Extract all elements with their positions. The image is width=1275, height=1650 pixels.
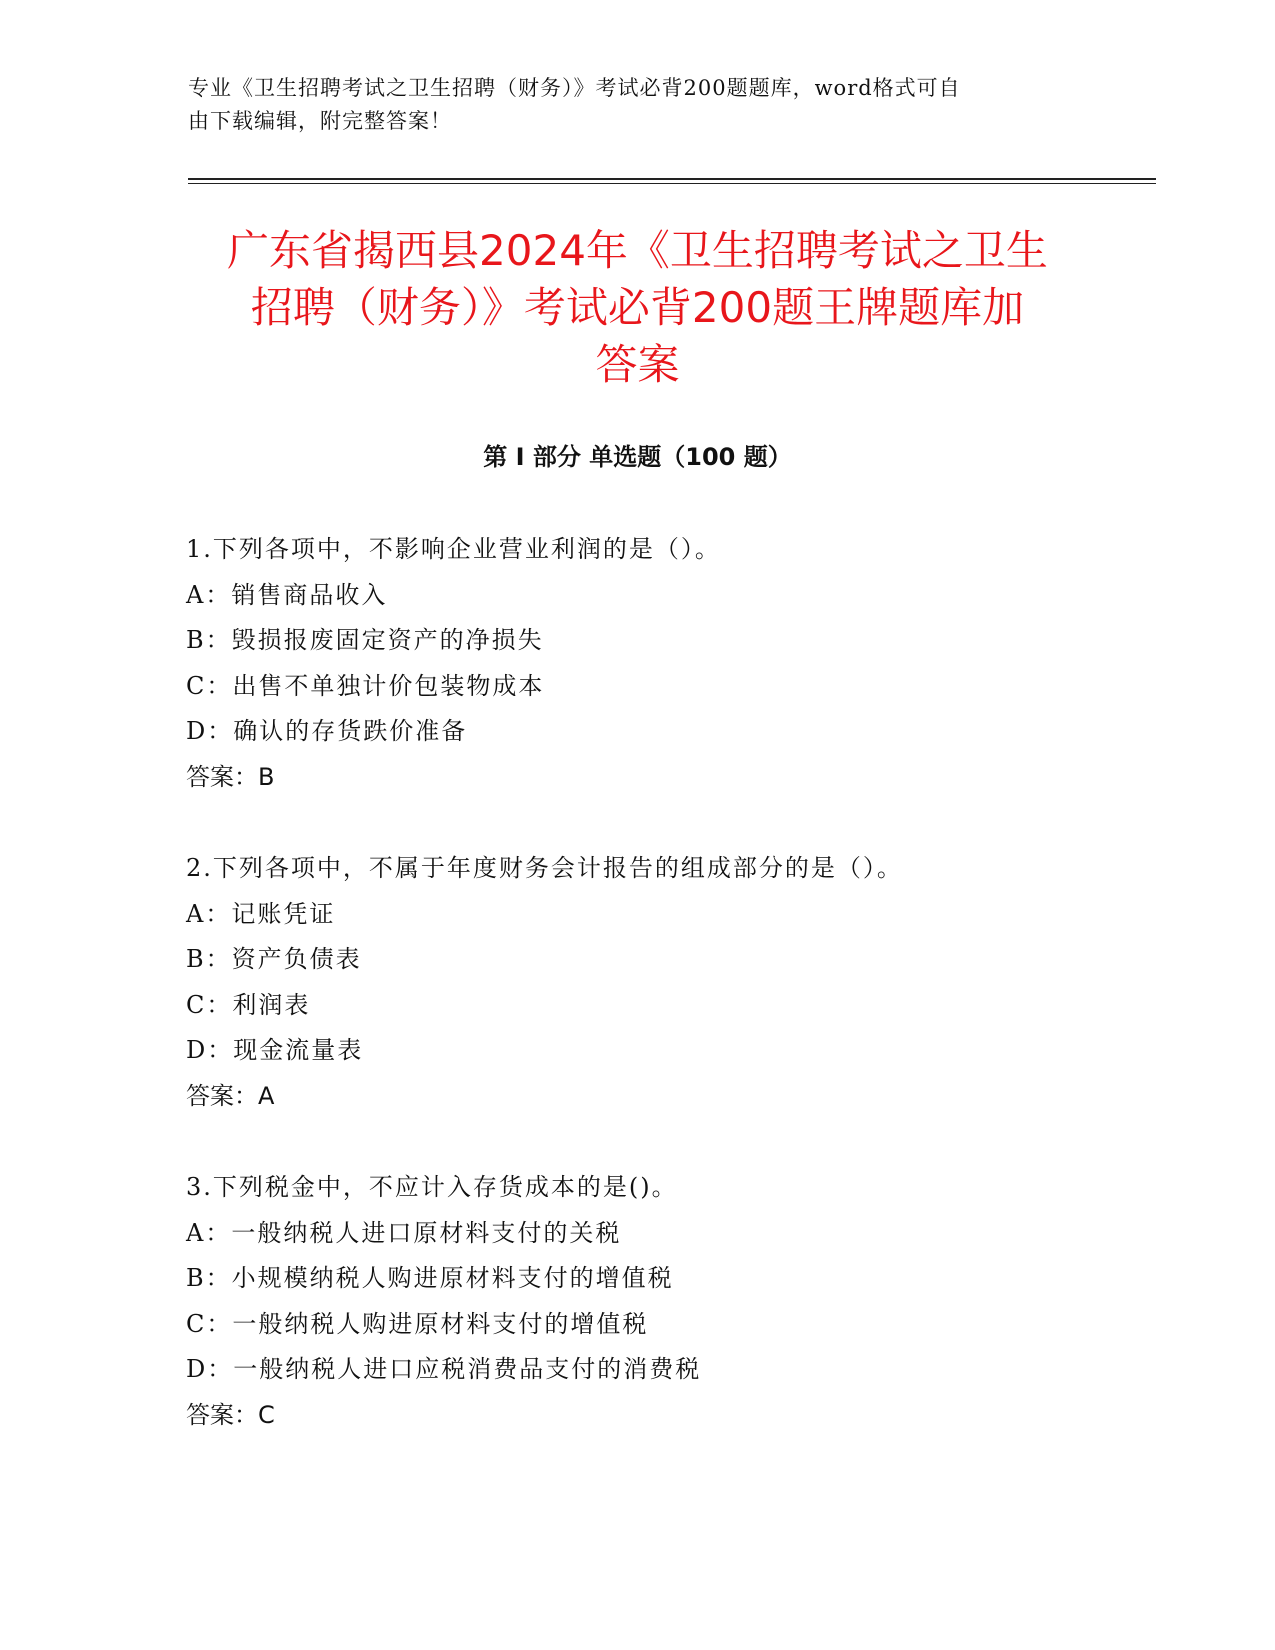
option-b: B：资产负债表: [186, 945, 362, 973]
option-a: A：销售商品收入: [186, 580, 388, 609]
option-a: A：记账凭证: [186, 899, 336, 928]
question-stem: 2.下列各项中，不属于年度财务会计报告的组成部分的是（）。: [186, 854, 903, 882]
header-note-line-1: 专业《卫生招聘考试之卫生招聘（财务）》考试必背200题题库，word格式可自: [188, 76, 961, 100]
document-title-line-3: 答案: [595, 340, 680, 389]
header-note: [188, 72, 1088, 138]
question-list: [186, 527, 1086, 1484]
document-title: [170, 222, 1105, 393]
question-stem: 1.下列各项中，不影响企业营业利润的是（）。: [186, 535, 721, 563]
option-b: B：毁损报废固定资产的净损失: [186, 626, 544, 654]
answer-line: 答案：A: [186, 1081, 275, 1110]
option-a: A：一般纳税人进口原材料支付的关税: [186, 1218, 622, 1247]
question-item: [186, 527, 1086, 800]
option-b: B：小规模纳税人购进原材料支付的增值税: [186, 1264, 674, 1292]
option-c: C：出售不单独计价包装物成本: [186, 671, 545, 700]
document-title-line-1: 广东省揭西县2024年《卫生招聘考试之卫生: [227, 226, 1048, 275]
header-divider-thick: [188, 178, 1156, 180]
option-d: D：确认的存货跌价准备: [186, 717, 468, 745]
question-stem: 3.下列税金中，不应计入存货成本的是()。: [186, 1173, 678, 1201]
document-title-line-2: 招聘（财务）》考试必背200题王牌题库加: [250, 283, 1025, 332]
header-note-line-2: 由下载编辑，附完整答案！: [188, 109, 452, 133]
answer-line: 答案：C: [186, 1400, 275, 1429]
answer-line: 答案：B: [186, 762, 275, 791]
question-item: [186, 846, 1086, 1119]
option-d: D：现金流量表: [186, 1036, 364, 1064]
section-title: 第 I 部分 单选题（100 题）: [483, 443, 792, 471]
option-c: C：利润表: [186, 990, 311, 1019]
header-divider-thin: [188, 183, 1156, 184]
option-c: C：一般纳税人购进原材料支付的增值税: [186, 1309, 649, 1338]
question-item: [186, 1165, 1086, 1438]
option-d: D：一般纳税人进口应税消费品支付的消费税: [186, 1355, 702, 1383]
